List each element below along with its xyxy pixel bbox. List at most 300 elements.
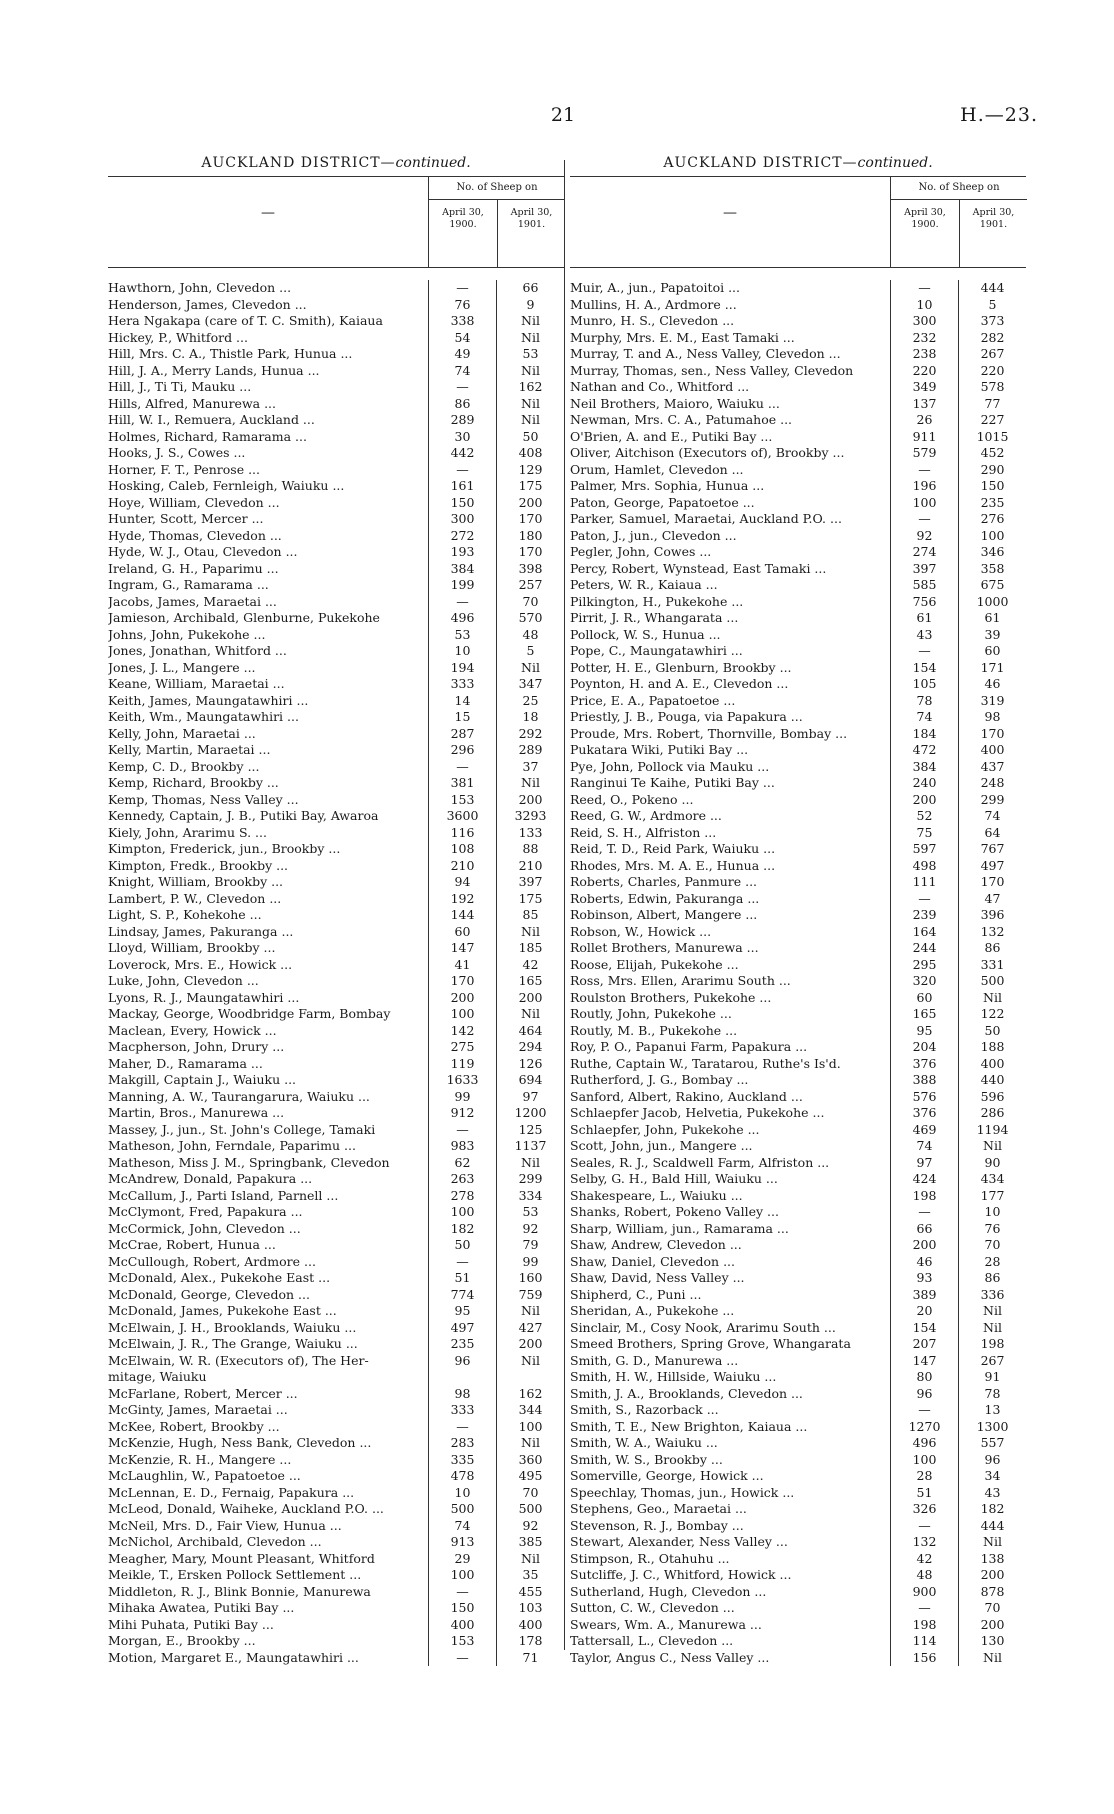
sheep-1900: 150	[428, 1600, 496, 1617]
table-row	[108, 742, 564, 759]
sheep-1901: 130	[958, 1633, 1026, 1650]
sheep-1901: Nil	[496, 660, 564, 677]
sheep-1901: Nil	[958, 1303, 1026, 1320]
sheep-1900: 289	[428, 412, 496, 429]
sheep-1900: 472	[890, 742, 958, 759]
table-row	[570, 973, 1026, 990]
owner-name: Rhodes, Mrs. M. A. E., Hunua ...	[570, 857, 776, 873]
sheep-1900: 900	[890, 1584, 958, 1601]
sheep-1900: 240	[890, 775, 958, 792]
sheep-1901: Nil	[958, 1138, 1026, 1155]
table-row	[570, 297, 1026, 314]
sheep-1900: 54	[428, 330, 496, 347]
sheep-1900: —	[890, 1204, 958, 1221]
sheep-1900: 335	[428, 1452, 496, 1469]
table-row	[108, 1221, 564, 1238]
owner-name: Smith, T. E., New Brighton, Kaiaua ...	[570, 1418, 808, 1434]
owner-name: Hill, Mrs. C. A., Thistle Park, Hunua ...	[108, 346, 353, 361]
owner-name: Hawthorn, John, Clevedon ...	[108, 280, 292, 295]
owner-name: Johns, John, Pukekohe ...	[108, 626, 266, 642]
district-title-text: AUCKLAND DISTRICT—	[663, 155, 858, 171]
table-row	[570, 1023, 1026, 1040]
table-row	[570, 1518, 1026, 1535]
table-row	[570, 1254, 1026, 1271]
sheep-1901	[496, 1369, 564, 1386]
sheep-1900: 30	[428, 429, 496, 446]
owner-name: Peters, W. R., Kaiaua ...	[570, 577, 718, 592]
sheep-1900: 424	[890, 1171, 958, 1188]
sheep-1900: 132	[890, 1534, 958, 1551]
sheep-1901: 37	[496, 759, 564, 776]
sheep-1900: 497	[428, 1320, 496, 1337]
sheep-1900: 389	[890, 1287, 958, 1304]
sheep-1900: 10	[428, 643, 496, 660]
owner-name: Smith, H. W., Hillside, Waiuku ...	[570, 1369, 777, 1384]
sheep-1901: 290	[958, 462, 1026, 479]
sheep-1901: 227	[958, 412, 1026, 429]
sheep-1900: 74	[890, 709, 958, 726]
table-row	[108, 1452, 564, 1469]
owner-name: McKenzie, Hugh, Ness Bank, Clevedon ...	[108, 1435, 372, 1450]
sheep-1900: 100	[890, 495, 958, 512]
owner-name: Shaw, Andrew, Clevedon ...	[570, 1237, 742, 1252]
table-row	[570, 1600, 1026, 1617]
sheep-1901: 10	[958, 1204, 1026, 1221]
owner-name: Keith, James, Maungatawhiri ...	[108, 692, 309, 708]
sheep-1901: 90	[958, 1155, 1026, 1172]
table-row	[570, 1270, 1026, 1287]
sheep-1900: 66	[890, 1221, 958, 1238]
sheep-1900: 333	[428, 1402, 496, 1419]
table-row	[108, 1039, 564, 1056]
owner-name: Hill, W. I., Remuera, Auckland ...	[108, 412, 315, 427]
table-row	[108, 1617, 564, 1634]
sheep-1901: 434	[958, 1171, 1026, 1188]
table-row	[108, 1254, 564, 1271]
owner-name: Henderson, James, Clevedon ...	[108, 296, 307, 312]
table-row	[108, 808, 564, 825]
sheep-1900: 199	[428, 577, 496, 594]
district-title-continued: continued.	[857, 155, 933, 171]
sheep-1901: 276	[958, 511, 1026, 528]
sheep-1901: 100	[496, 1419, 564, 1436]
owner-name: Meikle, T., Ersken Pollock Settlement ...	[108, 1567, 362, 1582]
sheep-count-header	[890, 177, 1027, 267]
sheep-1901: 336	[958, 1287, 1026, 1304]
sheep-1901: 103	[496, 1600, 564, 1617]
sheep-1901: 46	[958, 676, 1026, 693]
sheep-1900: 333	[428, 676, 496, 693]
sheep-1900: 95	[890, 1023, 958, 1040]
district-title-text: AUCKLAND DISTRICT—	[201, 155, 396, 171]
sheep-1901: 132	[958, 924, 1026, 941]
owner-name: McAndrew, Donald, Papakura ...	[108, 1171, 313, 1186]
sheep-1901: 200	[496, 1336, 564, 1353]
owner-name: Shanks, Robert, Pokeno Valley ...	[570, 1204, 779, 1219]
sheep-1901: 267	[958, 1353, 1026, 1370]
sheep-1900: —	[890, 891, 958, 908]
sheep-1900: 192	[428, 891, 496, 908]
sheep-1901: 79	[496, 1237, 564, 1254]
sheep-1900: 300	[890, 313, 958, 330]
owner-name: Martin, Bros., Manurewa ...	[108, 1105, 285, 1120]
owner-name: Schlaepfer, John, Pukekohe ...	[570, 1121, 760, 1137]
sheep-1900: —	[428, 379, 496, 396]
owner-name: Pollock, W. S., Hunua ...	[570, 626, 721, 642]
table-row	[108, 1650, 564, 1667]
sheep-1900: 10	[890, 297, 958, 314]
sheep-1901: 282	[958, 330, 1026, 347]
sheep-1901: 3293	[496, 808, 564, 825]
sheep-1900: 29	[428, 1551, 496, 1568]
owner-name: Hoye, William, Clevedon ...	[108, 494, 280, 510]
table-row	[570, 478, 1026, 495]
table-row	[570, 594, 1026, 611]
sheep-1900: 74	[428, 363, 496, 380]
table-row	[570, 940, 1026, 957]
sheep-1901: 78	[958, 1386, 1026, 1403]
owner-name: McDonald, George, Clevedon ...	[108, 1286, 310, 1302]
sheep-1900: 119	[428, 1056, 496, 1073]
sheep-1900: —	[890, 1600, 958, 1617]
sheep-1900: 76	[428, 297, 496, 314]
sheep-1901: 28	[958, 1254, 1026, 1271]
sheep-1901: 98	[958, 709, 1026, 726]
sheep-1901: 385	[496, 1534, 564, 1551]
owner-name: Roy, P. O., Papanui Farm, Papakura ...	[570, 1039, 808, 1054]
owner-name: Meagher, Mary, Mount Pleasant, Whitford	[108, 1550, 375, 1566]
table-row	[570, 676, 1026, 693]
owner-name: McDonald, Alex., Pukekohe East ...	[108, 1270, 331, 1285]
sheep-1900: 50	[428, 1237, 496, 1254]
owner-name: Hosking, Caleb, Fernleigh, Waiuku ...	[108, 478, 345, 493]
sheep-1900: 93	[890, 1270, 958, 1287]
table-row	[570, 363, 1026, 380]
district-title	[570, 150, 1026, 176]
sheep-1901: 5	[496, 643, 564, 660]
table-row	[108, 1155, 564, 1172]
sheep-1901: 344	[496, 1402, 564, 1419]
table-row	[570, 313, 1026, 330]
table-row	[108, 1518, 564, 1535]
sheep-1901: 578	[958, 379, 1026, 396]
owner-name: Smith, J. A., Brooklands, Clevedon ...	[570, 1385, 803, 1401]
table-row	[108, 280, 564, 297]
name-column-header: —	[261, 205, 275, 221]
sheep-1900: 61	[890, 610, 958, 627]
sheep-1900: 60	[428, 924, 496, 941]
sheep-1901: 125	[496, 1122, 564, 1139]
owner-name: Parker, Samuel, Maraetai, Auckland P.O. ...	[570, 511, 842, 526]
sheep-1900: 442	[428, 445, 496, 462]
table-row	[108, 346, 564, 363]
sheep-1901: 92	[496, 1518, 564, 1535]
table-row	[570, 1452, 1026, 1469]
table-row	[108, 957, 564, 974]
sheep-1901: 74	[958, 808, 1026, 825]
owner-name: McCrae, Robert, Hunua ...	[108, 1237, 276, 1252]
table-row	[108, 1567, 564, 1584]
owner-name: McGinty, James, Maraetai ...	[108, 1402, 288, 1417]
sheep-1901: 9	[496, 297, 564, 314]
table-row	[570, 511, 1026, 528]
table-row	[570, 610, 1026, 627]
table-row	[108, 841, 564, 858]
sheep-1901: 220	[958, 363, 1026, 380]
owner-name: Shakespeare, L., Waiuku ...	[570, 1187, 743, 1203]
sheep-1900: 156	[890, 1650, 958, 1667]
table-row	[570, 1501, 1026, 1518]
table-row	[570, 330, 1026, 347]
table-row	[570, 1650, 1026, 1667]
sheep-1900: 207	[890, 1336, 958, 1353]
sheep-1901: 440	[958, 1072, 1026, 1089]
sheep-1901: 86	[958, 1270, 1026, 1287]
sheep-1901: 188	[958, 1039, 1026, 1056]
sheep-1900: 272	[428, 528, 496, 545]
sheep-1901: Nil	[496, 924, 564, 941]
table-row	[108, 1270, 564, 1287]
sheep-1900: —	[428, 1419, 496, 1436]
owner-name: McDonald, James, Pukekohe East ...	[108, 1303, 337, 1318]
owner-name: Mullins, H. A., Ardmore ...	[570, 296, 737, 312]
left-column	[108, 150, 564, 1666]
owner-name: Reid, T. D., Reid Park, Waiuku ...	[570, 841, 776, 856]
sheep-1900: 15	[428, 709, 496, 726]
table-row	[108, 1600, 564, 1617]
table-row	[108, 1369, 564, 1386]
owner-name: Mackay, George, Woodbridge Farm, Bombay	[108, 1006, 391, 1021]
owner-name: Roose, Elijah, Pukekohe ...	[570, 956, 739, 972]
sheep-1900: 14	[428, 693, 496, 710]
table-row	[108, 924, 564, 941]
table-row	[108, 940, 564, 957]
sheep-1901: 398	[496, 561, 564, 578]
sheep-1900: —	[890, 1518, 958, 1535]
sheep-1901: 185	[496, 940, 564, 957]
sheep-1900: 60	[890, 990, 958, 1007]
sheep-1901: 53	[496, 1204, 564, 1221]
sheep-1901: Nil	[496, 363, 564, 380]
owner-name: Jamieson, Archibald, Glenburne, Pukekohe	[108, 610, 380, 625]
table-row	[570, 1419, 1026, 1436]
sheep-1900: —	[890, 643, 958, 660]
sheep-1900: 97	[890, 1155, 958, 1172]
sheep-1901: 160	[496, 1270, 564, 1287]
sheep-1901: 77	[958, 396, 1026, 413]
table-row	[570, 1485, 1026, 1502]
owner-name: Morgan, E., Brookby ...	[108, 1633, 256, 1648]
sheep-1901: Nil	[496, 775, 564, 792]
owner-name: McLennan, E. D., Fernaig, Papakura ...	[108, 1484, 355, 1500]
sheep-1901: 50	[958, 1023, 1026, 1040]
owner-name: McLaughlin, W., Papatoetoe ...	[108, 1468, 301, 1483]
owner-name: Sheridan, A., Pukekohe ...	[570, 1303, 735, 1318]
owner-name: Smith, G. D., Manurewa ...	[570, 1352, 739, 1368]
table-row	[108, 1386, 564, 1403]
table-row	[570, 693, 1026, 710]
sheep-1901: 294	[496, 1039, 564, 1056]
sheep-1900: 75	[890, 825, 958, 842]
sheep-1900: —	[428, 759, 496, 776]
sheep-1900: 194	[428, 660, 496, 677]
sheep-1900: —	[890, 462, 958, 479]
table-body	[570, 280, 1026, 1666]
sheep-1900: 150	[428, 495, 496, 512]
sheep-1901: Nil	[496, 396, 564, 413]
owner-name: Lloyd, William, Brookby ...	[108, 940, 276, 955]
owner-name: McClymont, Fred, Papakura ...	[108, 1204, 303, 1219]
table-row	[108, 1072, 564, 1089]
table-row	[108, 709, 564, 726]
owner-name: Rollet Brothers, Manurewa ...	[570, 940, 759, 955]
sheep-1901: 1000	[958, 594, 1026, 611]
owner-name: Murray, Thomas, sen., Ness Valley, Clevedon	[570, 362, 854, 378]
sheep-1900: 400	[428, 1617, 496, 1634]
sheep-1901: 675	[958, 577, 1026, 594]
table-row	[108, 1171, 564, 1188]
table-row	[570, 495, 1026, 512]
sheep-1901: 400	[958, 1056, 1026, 1073]
table-row	[108, 1353, 564, 1370]
sheep-1901: 495	[496, 1468, 564, 1485]
owner-name: Hera Ngakapa (care of T. C. Smith), Kaiaua	[108, 313, 383, 328]
sheep-1901: 267	[958, 346, 1026, 363]
table-row	[570, 858, 1026, 875]
owner-name: Maclean, Every, Howick ...	[108, 1022, 277, 1038]
sheep-1900: 100	[428, 1204, 496, 1221]
sheep-1900: 198	[890, 1617, 958, 1634]
sheep-1900	[428, 1369, 496, 1386]
table-row	[108, 1485, 564, 1502]
sheep-1901: 5	[958, 297, 1026, 314]
owner-name: Hunter, Scott, Mercer ...	[108, 511, 264, 526]
sheep-1900: 220	[890, 363, 958, 380]
sheep-1900: 296	[428, 742, 496, 759]
owner-name: Makgill, Captain J., Waiuku ...	[108, 1072, 297, 1087]
sheep-1901: 53	[496, 346, 564, 363]
sheep-1901: 122	[958, 1006, 1026, 1023]
owner-name: Taylor, Angus C., Ness Valley ...	[570, 1649, 770, 1665]
owner-name: McKenzie, R. H., Mangere ...	[108, 1451, 292, 1467]
table-row	[108, 610, 564, 627]
sheep-1901: 70	[496, 594, 564, 611]
sheep-1901: 596	[958, 1089, 1026, 1106]
sheep-1900: 94	[428, 874, 496, 891]
page-number: 21	[550, 104, 576, 126]
table-row	[570, 709, 1026, 726]
sheep-1900: 99	[428, 1089, 496, 1106]
sheep-1900: 43	[890, 627, 958, 644]
sheep-1900: 496	[428, 610, 496, 627]
table-row	[570, 825, 1026, 842]
owner-name: Lindsay, James, Pakuranga ...	[108, 923, 294, 939]
owner-name: Kennedy, Captain, J. B., Putiki Bay, Awaroa	[108, 808, 379, 823]
sheep-1901: 878	[958, 1584, 1026, 1601]
sheep-1901: 427	[496, 1320, 564, 1337]
owner-name: Jones, J. L., Mangere ...	[108, 659, 256, 675]
table-row	[570, 1138, 1026, 1155]
sheep-1900: 200	[890, 792, 958, 809]
table-row	[570, 396, 1026, 413]
table-row	[570, 742, 1026, 759]
owner-name: Shaw, Daniel, Clevedon ...	[570, 1253, 735, 1269]
sheep-1900: 108	[428, 841, 496, 858]
sheep-1901: 42	[496, 957, 564, 974]
owner-name: Ross, Mrs. Ellen, Ararimu South ...	[570, 973, 791, 988]
table-row	[108, 594, 564, 611]
sheep-1900: 912	[428, 1105, 496, 1122]
sheep-1900: 911	[890, 429, 958, 446]
table-row	[570, 1435, 1026, 1452]
table-row	[570, 1584, 1026, 1601]
sheep-1901: 60	[958, 643, 1026, 660]
owner-name: Matheson, John, Ferndale, Paparimu ...	[108, 1138, 356, 1153]
owner-name: McElwain, J. R., The Grange, Waiuku ...	[108, 1336, 358, 1351]
sheep-1900: 165	[890, 1006, 958, 1023]
table-row	[570, 1039, 1026, 1056]
sheep-1900: 105	[890, 676, 958, 693]
table-row	[108, 577, 564, 594]
table-row	[570, 1353, 1026, 1370]
owner-name: Hooks, J. S., Cowes ...	[108, 445, 246, 460]
owner-name: Routly, M. B., Pukekohe ...	[570, 1022, 738, 1038]
owner-name: Paton, J., jun., Clevedon ...	[570, 527, 737, 543]
sheep-1901: 200	[958, 1567, 1026, 1584]
sheep-1901: 47	[958, 891, 1026, 908]
owner-name: Murphy, Mrs. E. M., East Tamaki ...	[570, 329, 795, 345]
sheep-1900: 585	[890, 577, 958, 594]
sheep-1901: 289	[496, 742, 564, 759]
owner-name: McFarlane, Robert, Mercer ...	[108, 1385, 298, 1401]
table-row	[108, 907, 564, 924]
table-row	[570, 643, 1026, 660]
owner-name: Stewart, Alexander, Ness Valley ...	[570, 1534, 788, 1549]
sheep-1901: 50	[496, 429, 564, 446]
table-row	[108, 396, 564, 413]
sheep-1901: Nil	[496, 1155, 564, 1172]
sheep-1901: 43	[958, 1485, 1026, 1502]
table-row	[108, 627, 564, 644]
owner-name: McCullough, Robert, Ardmore ...	[108, 1253, 316, 1269]
sheep-1901: Nil	[496, 1353, 564, 1370]
table-row	[570, 627, 1026, 644]
owner-name: Poynton, H. and A. E., Clevedon ...	[570, 676, 789, 691]
table-row	[570, 1171, 1026, 1188]
table-row	[108, 858, 564, 875]
table-row	[570, 1320, 1026, 1337]
sheep-1901: 437	[958, 759, 1026, 776]
table-row	[570, 462, 1026, 479]
sheep-1901: 48	[496, 627, 564, 644]
sheep-1901: 85	[496, 907, 564, 924]
owner-name: McNichol, Archibald, Clevedon ...	[108, 1534, 322, 1549]
sheep-1901: 444	[958, 280, 1026, 297]
table-row	[570, 1369, 1026, 1386]
sheep-1901: 570	[496, 610, 564, 627]
owner-name: Nathan and Co., Whitford ...	[570, 379, 750, 394]
owner-name: Roulston Brothers, Pukekohe ...	[570, 989, 772, 1005]
table-row	[570, 1468, 1026, 1485]
sheep-1901: 1015	[958, 429, 1026, 446]
owner-name: Ranginui Te Kaihe, Putiki Bay ...	[570, 775, 775, 790]
sheep-1901: 557	[958, 1435, 1026, 1452]
owner-name: Hill, J., Ti Ti, Mauku ...	[108, 379, 252, 394]
owner-name: Palmer, Mrs. Sophia, Hunua ...	[570, 478, 765, 493]
owner-name: Sharp, William, jun., Ramarama ...	[570, 1220, 789, 1236]
sheep-1901: 1137	[496, 1138, 564, 1155]
sheep-1900: 498	[890, 858, 958, 875]
